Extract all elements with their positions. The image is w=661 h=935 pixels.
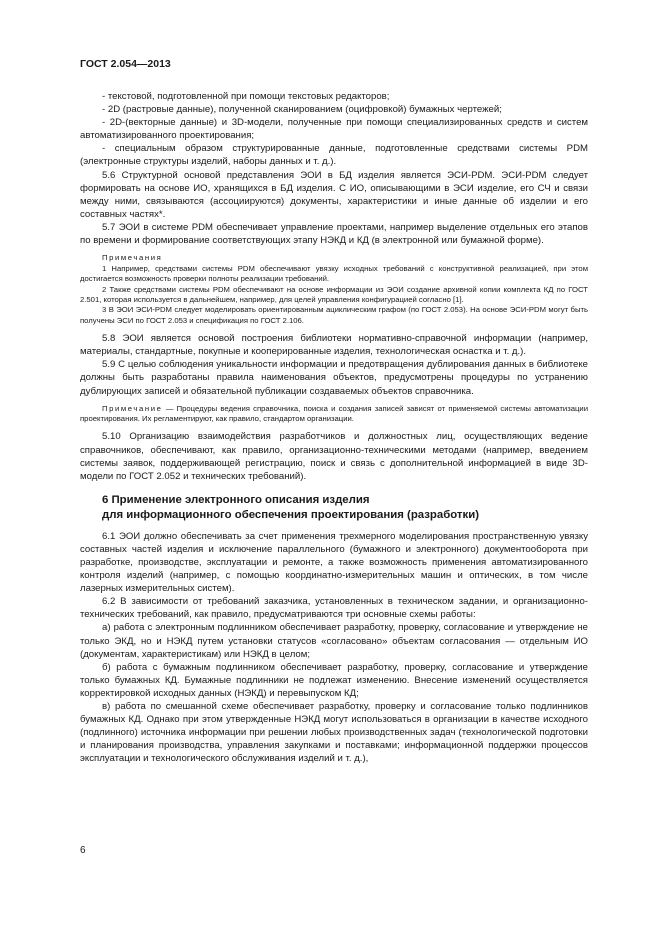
page-number: 6: [80, 845, 86, 856]
page-content: [80, 90, 588, 766]
note-item: 1 Например, средствами системы PDM обеспечивают увязку исходных требований с конструктивной реализацией, при этом достигается возможность проверки полноты реализации требований.: [80, 263, 588, 284]
paragraph-5-8: 5.8 ЭОИ является основой построения библиотеки нормативно-справочной информации (например, материалы, стандартные, покупные и кооперированные изделия, технологическая оснастка и т. д.).: [80, 333, 588, 358]
paragraph-6-2-b: б) работа с бумажным подлинником обеспечивает разработку, проверку, согласование и утверждение только бумажных КД. Бумажные подлинники не подлежат изменению. Внесение изменений осуществляется корректировкой исходных данных (НЭКД) и перевыпуском КД;: [80, 661, 588, 699]
note-paragraph: [80, 404, 588, 425]
paragraph-5-9: 5.9 С целью соблюдения уникальности информации и предотвращения дублирования данных в библиотеке должны быть разработаны правила наименования объектов, предусмотрены процедуры по устранению дублирующих записей и обязательной публикации создаваемых объектов справочника.: [80, 359, 588, 397]
note-label: Примечание: [102, 403, 163, 413]
section-title-line-1: 6 Применение электронного описания изделия: [102, 493, 370, 506]
paragraph-5-7: 5.7 ЭОИ в системе PDM обеспечивает управление проектами, например выделение отдельных его этапов по времени и формирование соответствующих этапу НЭКД и КД (в электронной или бумажной форме).: [80, 221, 588, 247]
paragraph-5-10: 5.10 Организацию взаимодействия разработчиков и должностных лиц, осуществляющих ведение справочников, обеспечивают, как правило, организационно-техническими методами (например, введением системы заявок, поддерживающей регистрацию, поиск и связь с дополнительной информацией в виде 3D-модели по ГОСТ 2.052 и технических требований).: [80, 431, 588, 482]
paragraph-5-6: 5.6 Структурной основой представления ЭОИ в БД изделия является ЭСИ-PDM. ЭСИ-PDM следует формировать на основе ИО, хранящихся в БД изделия. С ИО, описывающими в ЭСИ изделие, его СЧ и связи между ними, связываются (ассоциируются) документы, характеристики и иные данные об изделии и его составных частях*.: [80, 169, 588, 220]
paragraph-6-2: 6.2 В зависимости от требований заказчика, установленных в техническом задании, и организационно-технических требований, как правило, предусматриваются три основные схемы работы:: [80, 596, 588, 621]
list-item: - 2D-(векторные данные) и 3D-модели, полученные при помощи специализированных средств и систем автоматизированного проектирования;: [80, 117, 588, 142]
list-item: - 2D (растровые данные), полученной сканированием (оцифровкой) бумажных чертежей;: [102, 104, 502, 116]
list-item: - текстовой, подготовленной при помощи текстовых редакторов;: [102, 91, 390, 102]
note-item: 2 Также средствами системы PDM обеспечивают на основе информации из ЭОИ создание архивной копии комплекта КД по ГОСТ 2.501, которая используется в дальнейшем, например, для целей управления конфигурацией согласно [1].: [80, 284, 588, 304]
notes-heading: Примечания: [102, 253, 163, 263]
paragraph-6-2-c: в) работа по смешанной схеме обеспечивает разработку, проверку и согласование только подлинников бумажных КД. Однако при этом утвержденные НЭКД могут использоваться в организации в качестве исходного (подлинного) источника информации при решении любых производственных задач (технологической подготовки и планирования производства, управления закупками и поставками; информационной поддержки процессов эксплуатации и технологического обслуживания изделий и т. д.),: [80, 701, 588, 765]
note-item: 3 В ЭОИ ЭСИ-PDM следует моделировать ориентированным ациклическим графом (по ГОСТ 2.053). На основе ЭСИ-PDM могут быть получены ЭСИ по ГОСТ 2.053 и спецификация по ГОСТ 2.106.: [80, 305, 588, 325]
section-title: [102, 493, 588, 523]
note-text: — Процедуры ведения справочника, поиска и создания записей зависят от применяемой системы автоматизации проектирования. Их регламентируют, как правило, стандартом организации.: [80, 403, 588, 424]
paragraph-6-2-a: а) работа с электронным подлинником обеспечивает разработку, проверку, согласование и утверждение не только ЭКД, но и НЭКД путем установки статусов «согласовано» объектам согласования — отдельным ИО (документам, характеристикам) или НЭКД в целом;: [80, 622, 588, 660]
section-title-line-2: для информационного обеспечения проектирования (разработки): [102, 508, 480, 521]
paragraph-6-1: 6.1 ЭОИ должно обеспечивать за счет применения трехмерного моделирования пространственную увязку составных частей изделия и исключение параллельного (бумажного и электронного) документооборота при разработке, производстве, эксплуатации и ремонте, а также возможность применения автоматизированного контроля изделий (например, с помощью координатно-измерительных машин и оптических, в том числе лазерных измерительных систем).: [80, 530, 588, 595]
document-header: ГОСТ 2.054—2013: [80, 58, 171, 70]
list-item: - специальным образом структурированные данные, подготовленные средствами системы PDM (электронные структуры изделий, наборы данных и т. д.).: [80, 143, 588, 168]
